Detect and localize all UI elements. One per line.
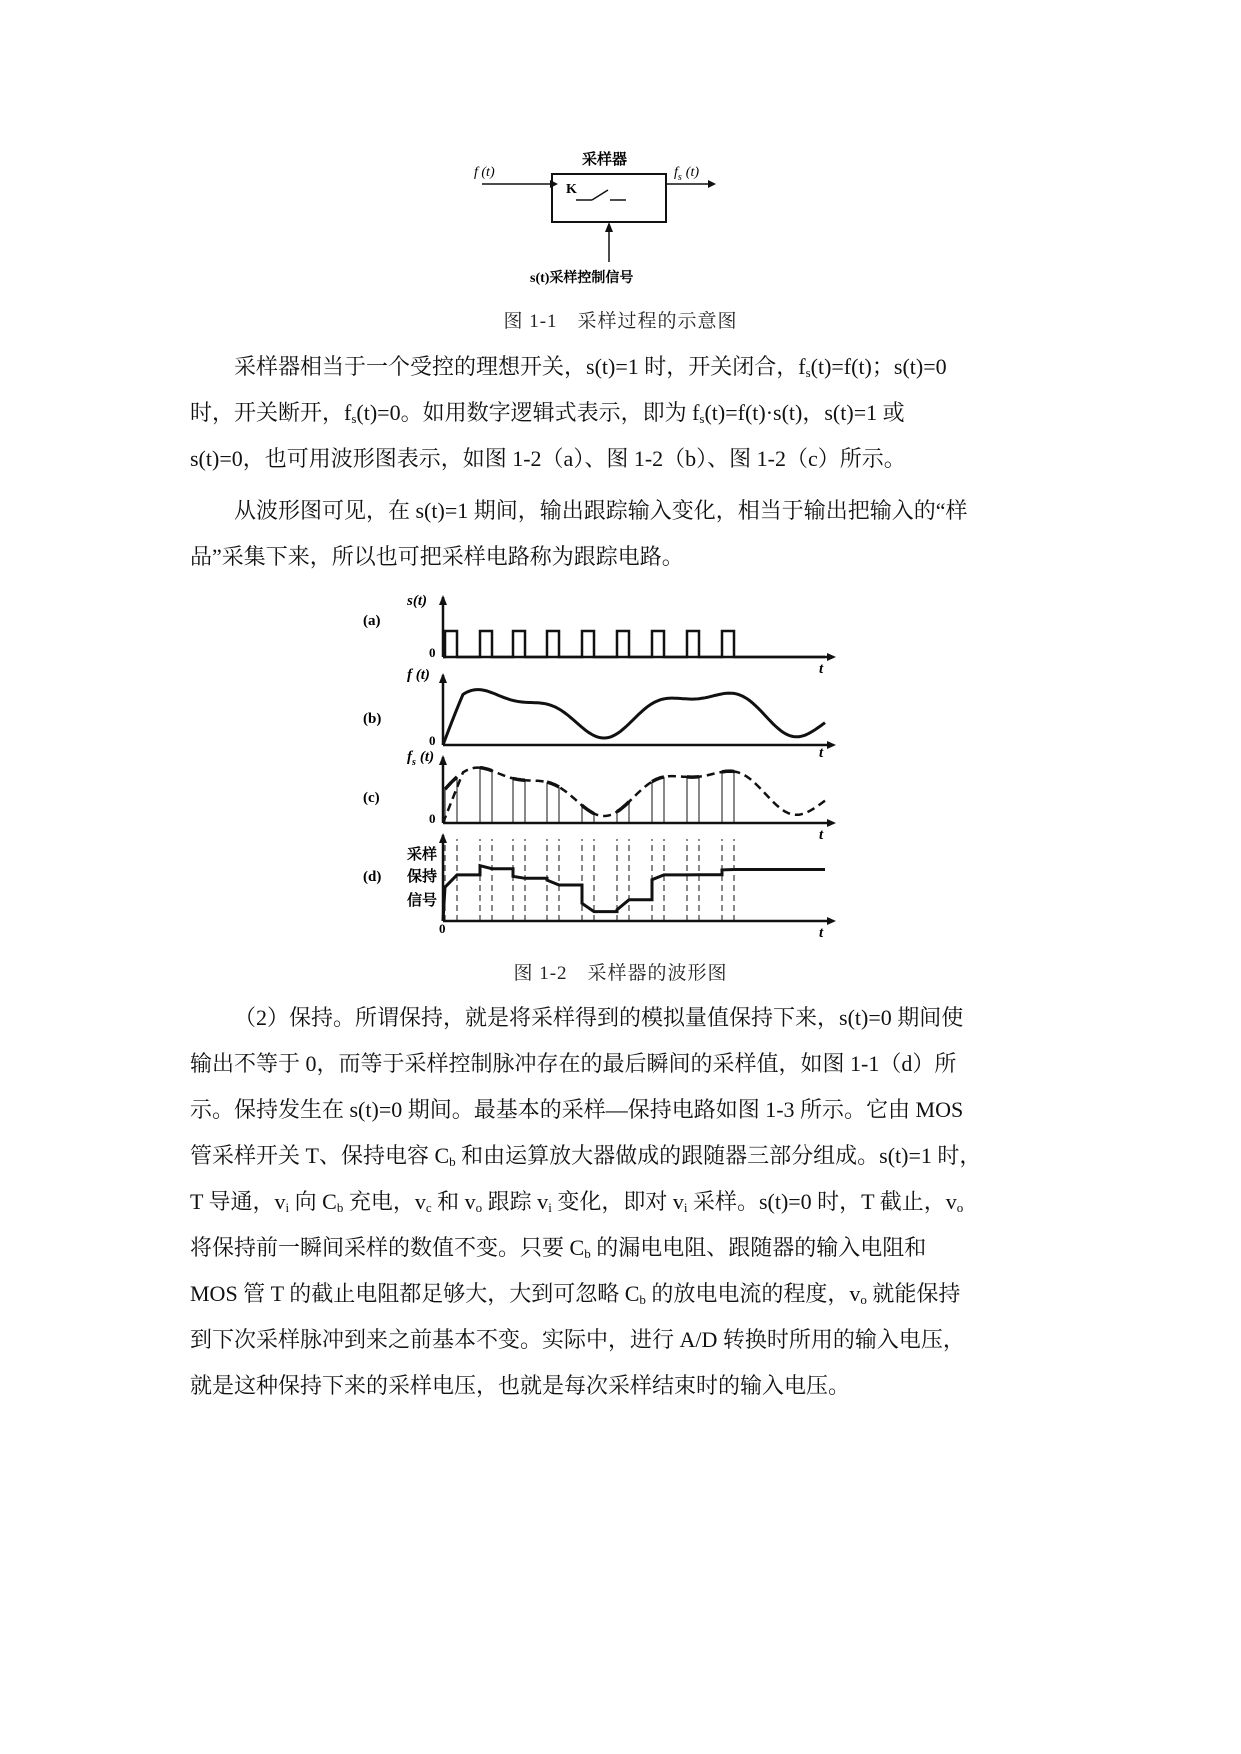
control-label: s(t)采样控制信号: [530, 271, 634, 286]
row-b-tag: (b): [363, 711, 382, 727]
sampled-segment-1: [445, 777, 457, 789]
row-a-ylabel: s(t): [407, 593, 427, 609]
row-a-xlabel: t: [819, 661, 824, 677]
sampling-pulse-train: [443, 631, 825, 657]
sampled-segment-2: [480, 768, 492, 771]
row-b-ylabel: f (t): [407, 667, 430, 683]
waveform-row-a: [363, 593, 836, 677]
sampler-block-title: 采样器: [582, 152, 628, 168]
paragraph-hold: （2）保持。所谓保持，就是将采样得到的模拟量值保持下来，s(t)=0 期间使 输出不等于 0，而等于采样控制脉冲存在的最后瞬间的采样值，如图 1-1（d）所 示。保持发生在 s(t)=0 期间。最基本的采样—保持电路如图 1-3 所示。它由 MOS 管采样开关 T、保持电容 $C_b$ 和由运算放大器做成的跟随器三部分组成。s(t)=1 时， T 导通，$v_i$ 向 $C_b$ 充电，$v_c$ 和 $v_o$ 跟踪 $v_i$ 变化，即对 $v_i$ 采样。s(t)=0 时，T 截止，$v_o$ 将保持前一瞬间采样的数值不变。只要 $C_b$ 的漏电电阻、跟随器的输入电阻和 MOS 管 T 的截止电阻都足够大，大到可忽略 $C_b$ 的放电电流的程度，$v_o$ 就能保持 到下次采样脉冲到来之前基本不变。实际中，进行 A/D 转换时所用的输入电压， 就是这种保持下来的采样电压，也就是每次采样结束时的输入电压。: [190, 1005, 982, 1398]
waveform-row-b: [363, 667, 836, 761]
input-signal-curve: [443, 690, 825, 745]
row-d-x-arrowhead: [827, 917, 836, 925]
sampler-waveform-figure: [363, 593, 855, 955]
row-b-y-arrowhead: [439, 673, 447, 683]
switch-label: K: [566, 182, 577, 197]
output-label: $f_s$ (t): [674, 165, 700, 183]
row-a-tag: (a): [363, 613, 381, 629]
control-arrowhead: [605, 222, 613, 232]
row-a-y-arrowhead: [439, 595, 447, 605]
switch-blade: [592, 190, 608, 200]
row-b-zero: 0: [429, 733, 436, 748]
paragraph-sampler-switch: 采样器相当于一个受控的理想开关，s(t)=1 时，开关闭合，$f_s(t)=f(t)$；s(t)=0 时，开关断开，$f_s(t)=0$。如用数字逻辑式表示，即为 $f_s(t)=f(t)\cdot s(t)$，s(t)=1 或 s(t)=0，也可用波形图表示，如图 1-2（a）、图 1-2（b）、图 1-2（c）所示。: [190, 354, 947, 471]
sampled-segment-4: [547, 782, 559, 787]
output-arrowhead: [708, 180, 716, 188]
row-d-ylabel-line-1: 采样: [407, 847, 438, 863]
row-a-x-arrowhead: [827, 653, 836, 661]
row-d-zero: 0: [439, 921, 446, 936]
sampled-segment-5: [582, 805, 594, 813]
sampled-segment-9: [722, 771, 734, 772]
row-b-xlabel: t: [819, 745, 824, 761]
sampled-segment-3: [513, 778, 525, 780]
sampled-segment-7: [652, 777, 664, 782]
input-label: f (t): [474, 165, 495, 180]
row-a-zero: 0: [429, 645, 436, 660]
row-c-tag: (c): [363, 790, 380, 806]
row-c-xlabel: t: [819, 827, 824, 843]
row-d-ylabel-line-3: 信号: [407, 893, 438, 909]
sample-hold-staircase: [443, 866, 825, 921]
paragraph-tracking: 从波形图可见，在 s(t)=1 期间，输出跟踪输入变化，相当于输出把输入的“样 品”采集下来，所以也可把采样电路称为跟踪电路。: [190, 498, 968, 569]
row-d-y-arrowhead: [439, 833, 447, 843]
figure-1-1-caption: 图 1-1 采样过程的示意图: [503, 311, 738, 332]
sampled-segment-6: [617, 802, 629, 812]
row-d-tag: (d): [363, 869, 382, 885]
waveform-row-d: [363, 833, 836, 941]
row-d-ylabel-line-2: 保持: [407, 869, 438, 885]
figure-1-2-caption: 图 1-2 采样器的波形图: [513, 963, 728, 984]
row-c-ylabel: $f_s$ (t): [407, 749, 435, 768]
sampler-diagram: [474, 150, 720, 290]
row-c-zero: 0: [429, 811, 436, 826]
row-c-y-arrowhead: [439, 755, 447, 765]
row-d-xlabel: t: [819, 925, 824, 941]
row-c-x-arrowhead: [827, 819, 836, 827]
input-arrowhead: [550, 180, 558, 188]
row-b-x-arrowhead: [827, 741, 836, 749]
sampled-envelope-curve: [443, 768, 825, 823]
waveform-row-c: [363, 749, 836, 843]
